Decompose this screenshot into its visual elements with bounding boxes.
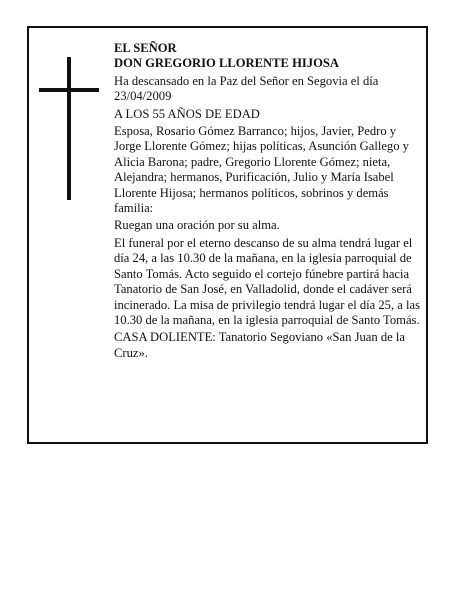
- cross-horizontal-bar: [39, 88, 99, 92]
- obituary-notice: [27, 26, 428, 444]
- deceased-name: DON GREGORIO LLORENTE HIJOSA: [114, 56, 339, 71]
- death-info: Ha descansado en la Paz del Señor en Segovia el día 23/04/2009: [114, 73, 379, 104]
- family-list: Esposa, Rosario Gómez Barranco; hijos, Javier, Pedro y Jorge Llorente Gómez; hijas políticas, Asunción Gallego y Alicia Barona; padre, Gregorio Llorente Gómez; nieta, Alejandra; hermanos, Purificación, Julio y María Isabel Llorente Hijosa; hermanos políticos, sobrinos y demás familia:: [114, 124, 409, 216]
- mourning-house: CASA DOLIENTE: Tanatorio Segoviano «San Juan de la Cruz».: [114, 330, 405, 360]
- age-line: A LOS 55 AÑOS DE EDAD: [114, 106, 260, 121]
- latin-cross-icon: [39, 57, 99, 200]
- prayer-request: Ruegan una oración por su alma.: [114, 218, 280, 233]
- funeral-details: El funeral por el eterno descanso de su alma tendrá lugar el día 24, a las 10.30 de la mañana, en la iglesia parroquial de Santo Tomás. Acto seguido el cortejo fúnebre partirá hacia Tanatorio de San José, en Valladolid, donde el cadáver será incinerado. La misa de privilegio tendrá lugar el día 25, a las 10.30 de la mañana, en la iglesia parroquial de Santo Tomás.: [114, 235, 420, 327]
- notice-text: [114, 41, 422, 363]
- cross-vertical-bar: [67, 57, 71, 200]
- heading-line-1: EL SEÑOR: [114, 41, 177, 55]
